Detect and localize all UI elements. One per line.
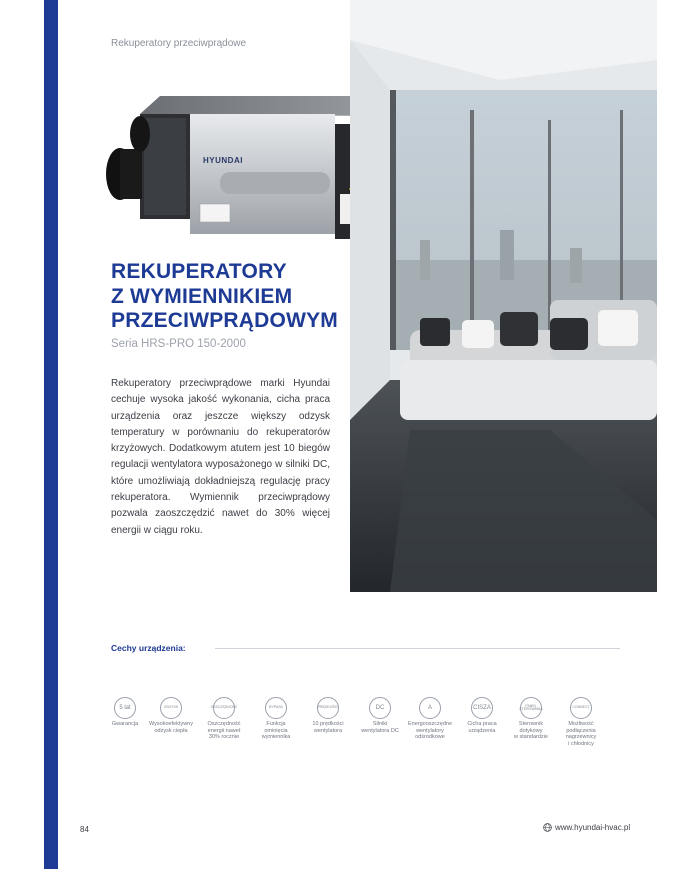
page-number: 84 xyxy=(80,825,89,834)
feature-icon: 5 lat xyxy=(114,697,136,719)
description-paragraph: Rekuperatory przeciwprądowe marki Hyundai cechuje wysoka jakość wykonania, cicha praca urządzenia oraz jeszcze większy odzysk temperatury w porównaniu do rekuperatorów krzyżowych. Dodatkowym atutem jest 10 biegów regulacji wentylatora wyposażonego w silniki DC, które umożliwiają dokładniejszą regulację pracy rekuperatora. Wymiennik przeciwprądowy pozwala zaoszczędzić nawet do 30% więcej energii w ciągu roku. xyxy=(111,378,330,536)
feature-label: Gwarancja xyxy=(111,721,139,727)
feature-item xyxy=(143,697,199,734)
feature-icon: OSZCZĘDNOŚĆ xyxy=(213,697,235,719)
feature-label: Wysokoefektywny odzysk ciepła xyxy=(149,721,193,734)
website-link[interactable] xyxy=(543,823,630,832)
feature-label: 10 prędkości wentylatora xyxy=(312,721,344,734)
feature-icon: PRĘDKOŚCI xyxy=(317,697,339,719)
accent-bar xyxy=(44,0,58,869)
title-line-2: Z WYMIENNIKIEM xyxy=(111,284,293,308)
living-room-photo xyxy=(350,0,657,592)
feature-item xyxy=(196,697,252,741)
feature-item xyxy=(402,697,458,741)
website-url: www.hyundai-hvac.pl xyxy=(555,823,631,832)
feature-icon: BYPASS xyxy=(265,697,287,719)
features-heading: Cechy urządzenia: xyxy=(111,643,186,653)
feature-icon: DC xyxy=(369,697,391,719)
feature-label: Możliwość podłączenia nagrzewnicy i chłodnicy xyxy=(565,721,597,747)
globe-icon xyxy=(543,823,552,832)
feature-label: Oszczędność energii nawet 30% rocznie xyxy=(207,721,241,741)
feature-item xyxy=(352,697,408,734)
feature-label: Energooszczędne wentylatory odśrodkowe xyxy=(407,721,453,741)
feature-label: Sterownik dotykowy w standardzie xyxy=(514,721,548,741)
feature-item xyxy=(503,697,559,741)
page-title xyxy=(111,260,338,334)
feature-icon: A xyxy=(419,697,441,719)
feature-icon: CONNECT xyxy=(570,697,592,719)
feature-label: Silniki wentylatora DC xyxy=(361,721,399,734)
feature-item xyxy=(300,697,356,734)
feature-item xyxy=(553,697,609,747)
feature-icon: PANEL STEROWANIA xyxy=(520,697,542,719)
feature-item xyxy=(248,697,304,741)
section-label: Rekuperatory przeciwprądowe xyxy=(111,38,247,49)
title-line-1: REKUPERATORY xyxy=(111,260,287,283)
feature-label: Cicha praca urządzenia xyxy=(467,721,497,734)
feature-icon: CISZA xyxy=(471,697,493,719)
series-subtitle: Seria HRS-PRO 150-2000 xyxy=(111,338,246,350)
features-divider xyxy=(215,648,620,649)
feature-item xyxy=(454,697,510,734)
brand-logo: HYUNDAI xyxy=(203,156,243,165)
title-line-3: PRZECIWPRĄDOWYM xyxy=(111,309,338,332)
feature-label: Funkcja ominięcia wymiennika xyxy=(261,721,291,741)
feature-icon: ODZYSK xyxy=(160,697,182,719)
